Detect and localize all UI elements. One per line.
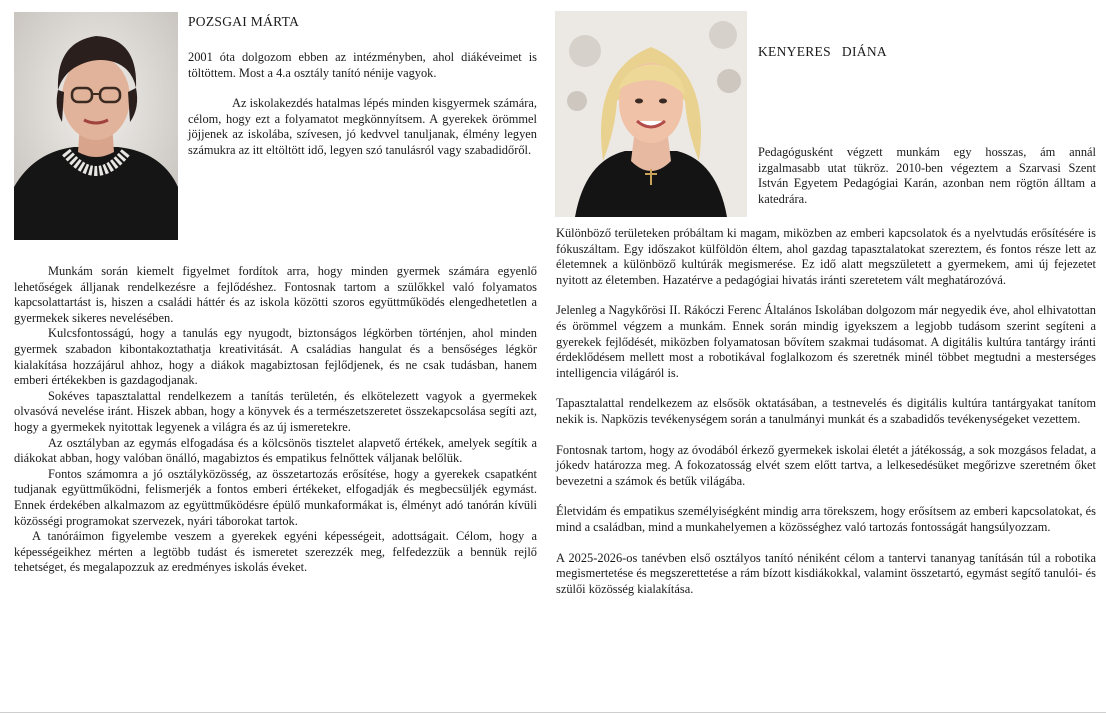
body-paragraph: Kulcsfontosságú, hogy a tanulás egy nyugodt, biztonságos légkörben történjen, ahol minden gyermek szabadon kibontakoztathatja kreativitását. A családias hangulat és a bensőséges légkör kialakítása hozzájárul ahhoz, hogy a diákok magabiztosan fejlődjenek, és ne csak tudásban, hanem emberi értékekben is gazdagodjanak.: [14, 326, 537, 388]
kenyeres-diana-body: [556, 226, 1096, 597]
body-paragraph: A tanóráimon figyelembe veszem a gyerekek egyéni képességeit, adottságait. Célom, hogy a képességeikhez mérten a legtöbb tudást és ismeretet szerezzék meg, felfedezzük a bennük rejlő tehetséget, és megalapozzuk az eredményes iskolás éveket.: [14, 529, 537, 575]
pozsgai-marta-intro: [188, 50, 537, 159]
pozsgai-marta-body: [14, 264, 537, 576]
body-paragraph: Különböző területeken próbáltam ki magam, miközben az emberi kapcsolatok és a nyelvtudás erősítésére is fókuszáltam. Egy időszakot külföldön éltem, ahol gazdag tapasztalatokat szereztem, és fontos része lett az életemnek a különböző kultúrák megismerése. Ez idő alatt megszületett a gyermekem, ami új fejezetet nyitott az életemben. Hazatérve a pedagógiai hivatás iránti szeretetem vált meghatározóvá.: [556, 226, 1096, 287]
portrait-image: [14, 12, 178, 240]
body-paragraph: Az osztályban az egymás elfogadása és a kölcsönös tisztelet alapvető értékek, amelyek segítik a diákokat abban, hogy valóban önálló, magabiztos és empatikus felnőttek váljanak belőlük.: [14, 435, 537, 466]
body-paragraph: Fontosnak tartom, hogy az óvodából érkező gyermekek iskolai életét a játékosság, a sok mozgásos feladat, a jókedv határozza meg. A fokozatosság elvét szem előtt tartva, a lelkesedésüket megőrizve szeretném őket bevezetni a számok és betűk világába.: [556, 442, 1096, 488]
intro-paragraph: 2001 óta dolgozom ebben az intézményben, ahol diákéveimet is töltöttem. Most a 4.a osztály tanító nénije vagyok.: [188, 50, 537, 80]
body-paragraph: Fontos számomra a jó osztályközösség, az összetartozás erősítése, hogy a gyerekek csapatként tudjanak együttműködni, felismerjék a fontos emberi értékeket, elfogadják és megbecsüljék egymást. Ennek érdekében alkalmazom az együttműködésre épülő munkaformákat is, élményt adó tanórán kívüli közösségi programokat szervezek, nyári táborokat tartok.: [14, 466, 537, 528]
portrait-image: [555, 11, 747, 217]
kenyeres-diana-name: KENYERES DIÁNA: [758, 44, 887, 59]
body-paragraph: A 2025-2026-os tanévben első osztályos tanító néniként célom a tantervi tananyag tanításán túl a robotika megismertetése és megszerettetése a rám bízott kisdiákokkal, valamint összetartó, egymást segítő tanulói- és szülői közösség kialakítása.: [556, 550, 1096, 596]
kenyeres-diana-photo: [555, 11, 747, 217]
body-paragraph: Jelenleg a Nagykőrösi II. Rákóczi Ferenc Általános Iskolában dolgozom már negyedik éve, ahol elhivatottan és örömmel végzem a munkám. Ennek során mindig igyekszem a legjobb tudásom szerint segíteni a gyerekek fejlődését, miközben folyamatosan bővítem szakmai tudásomat. A digitális kultúra tantárgy iránti érdeklődésem mellett most a robotikával foglalkozom és szeretnék minél többet megtudni a mesterséges intelligencia világáról is.: [556, 303, 1096, 380]
pozsgai-marta-photo: [14, 12, 178, 240]
body-paragraph: Munkám során kiemelt figyelmet fordítok arra, hogy minden gyermek számára egyenlő lehetőségek álljanak rendelkezésre a fejlődéshez. Fontosnak tartom a szülőkkel való folyamatos kapcsolattartást is, hiszen a családi háttér és az iskola közötti szoros együttműködés elengedhetetlen a gyermekek sikeres nevelésében.: [14, 264, 537, 325]
body-paragraph: Sokéves tapasztalattal rendelkezem a tanítás területén, és elkötelezett vagyok a gyermekek olvasóvá nevelése iránt. Hiszek abban, hogy a könyvek és a természetszeretet összekapcsolása segíti azt, hogy a gyermekek nyitottak legyenek a világra és az új ismeretekre.: [14, 388, 537, 434]
body-paragraph: Életvidám és empatikus személyiségként mindig arra törekszem, hogy erősítsem az emberi kapcsolatokat, és mind a családban, mind a munkahelyemen a közösséghez való tartozás fontosságát hangsúlyozzam.: [556, 504, 1096, 534]
page-bottom-rule: [0, 712, 1106, 713]
intro-paragraph: Az iskolakezdés hatalmas lépés minden kisgyermek számára, célom, hogy ezt a folyamatot megkönnyítsem. A gyerekek örömmel jöjjenek az iskolába, szívesen, jó kedvvel tanuljanak, élmény legyen számukra az itt eltöltött idő, legyen szó tanulásról vagy szabadidőről.: [188, 96, 537, 157]
kenyeres-diana-intro: [758, 145, 1096, 207]
intro-paragraph: Pedagógusként végzett munkám egy hosszas, ám annál izgalmasabb utat tükröz. 2010-ben végeztem a Szarvasi Szent István Egyetem Pedagógiai Karán, azonban nem rögtön álltam a katedrára.: [758, 145, 1096, 206]
pozsgai-marta-name: POZSGAI MÁRTA: [188, 14, 300, 29]
body-paragraph: Tapasztalattal rendelkezem az elsősök oktatásában, a testnevelés és digitális kultúra tantárgyakat tanítom nekik is. Napközis tevékenységem során a tanulmányi munkát és a szabadidős tevékenységeket vezettem.: [556, 396, 1096, 426]
